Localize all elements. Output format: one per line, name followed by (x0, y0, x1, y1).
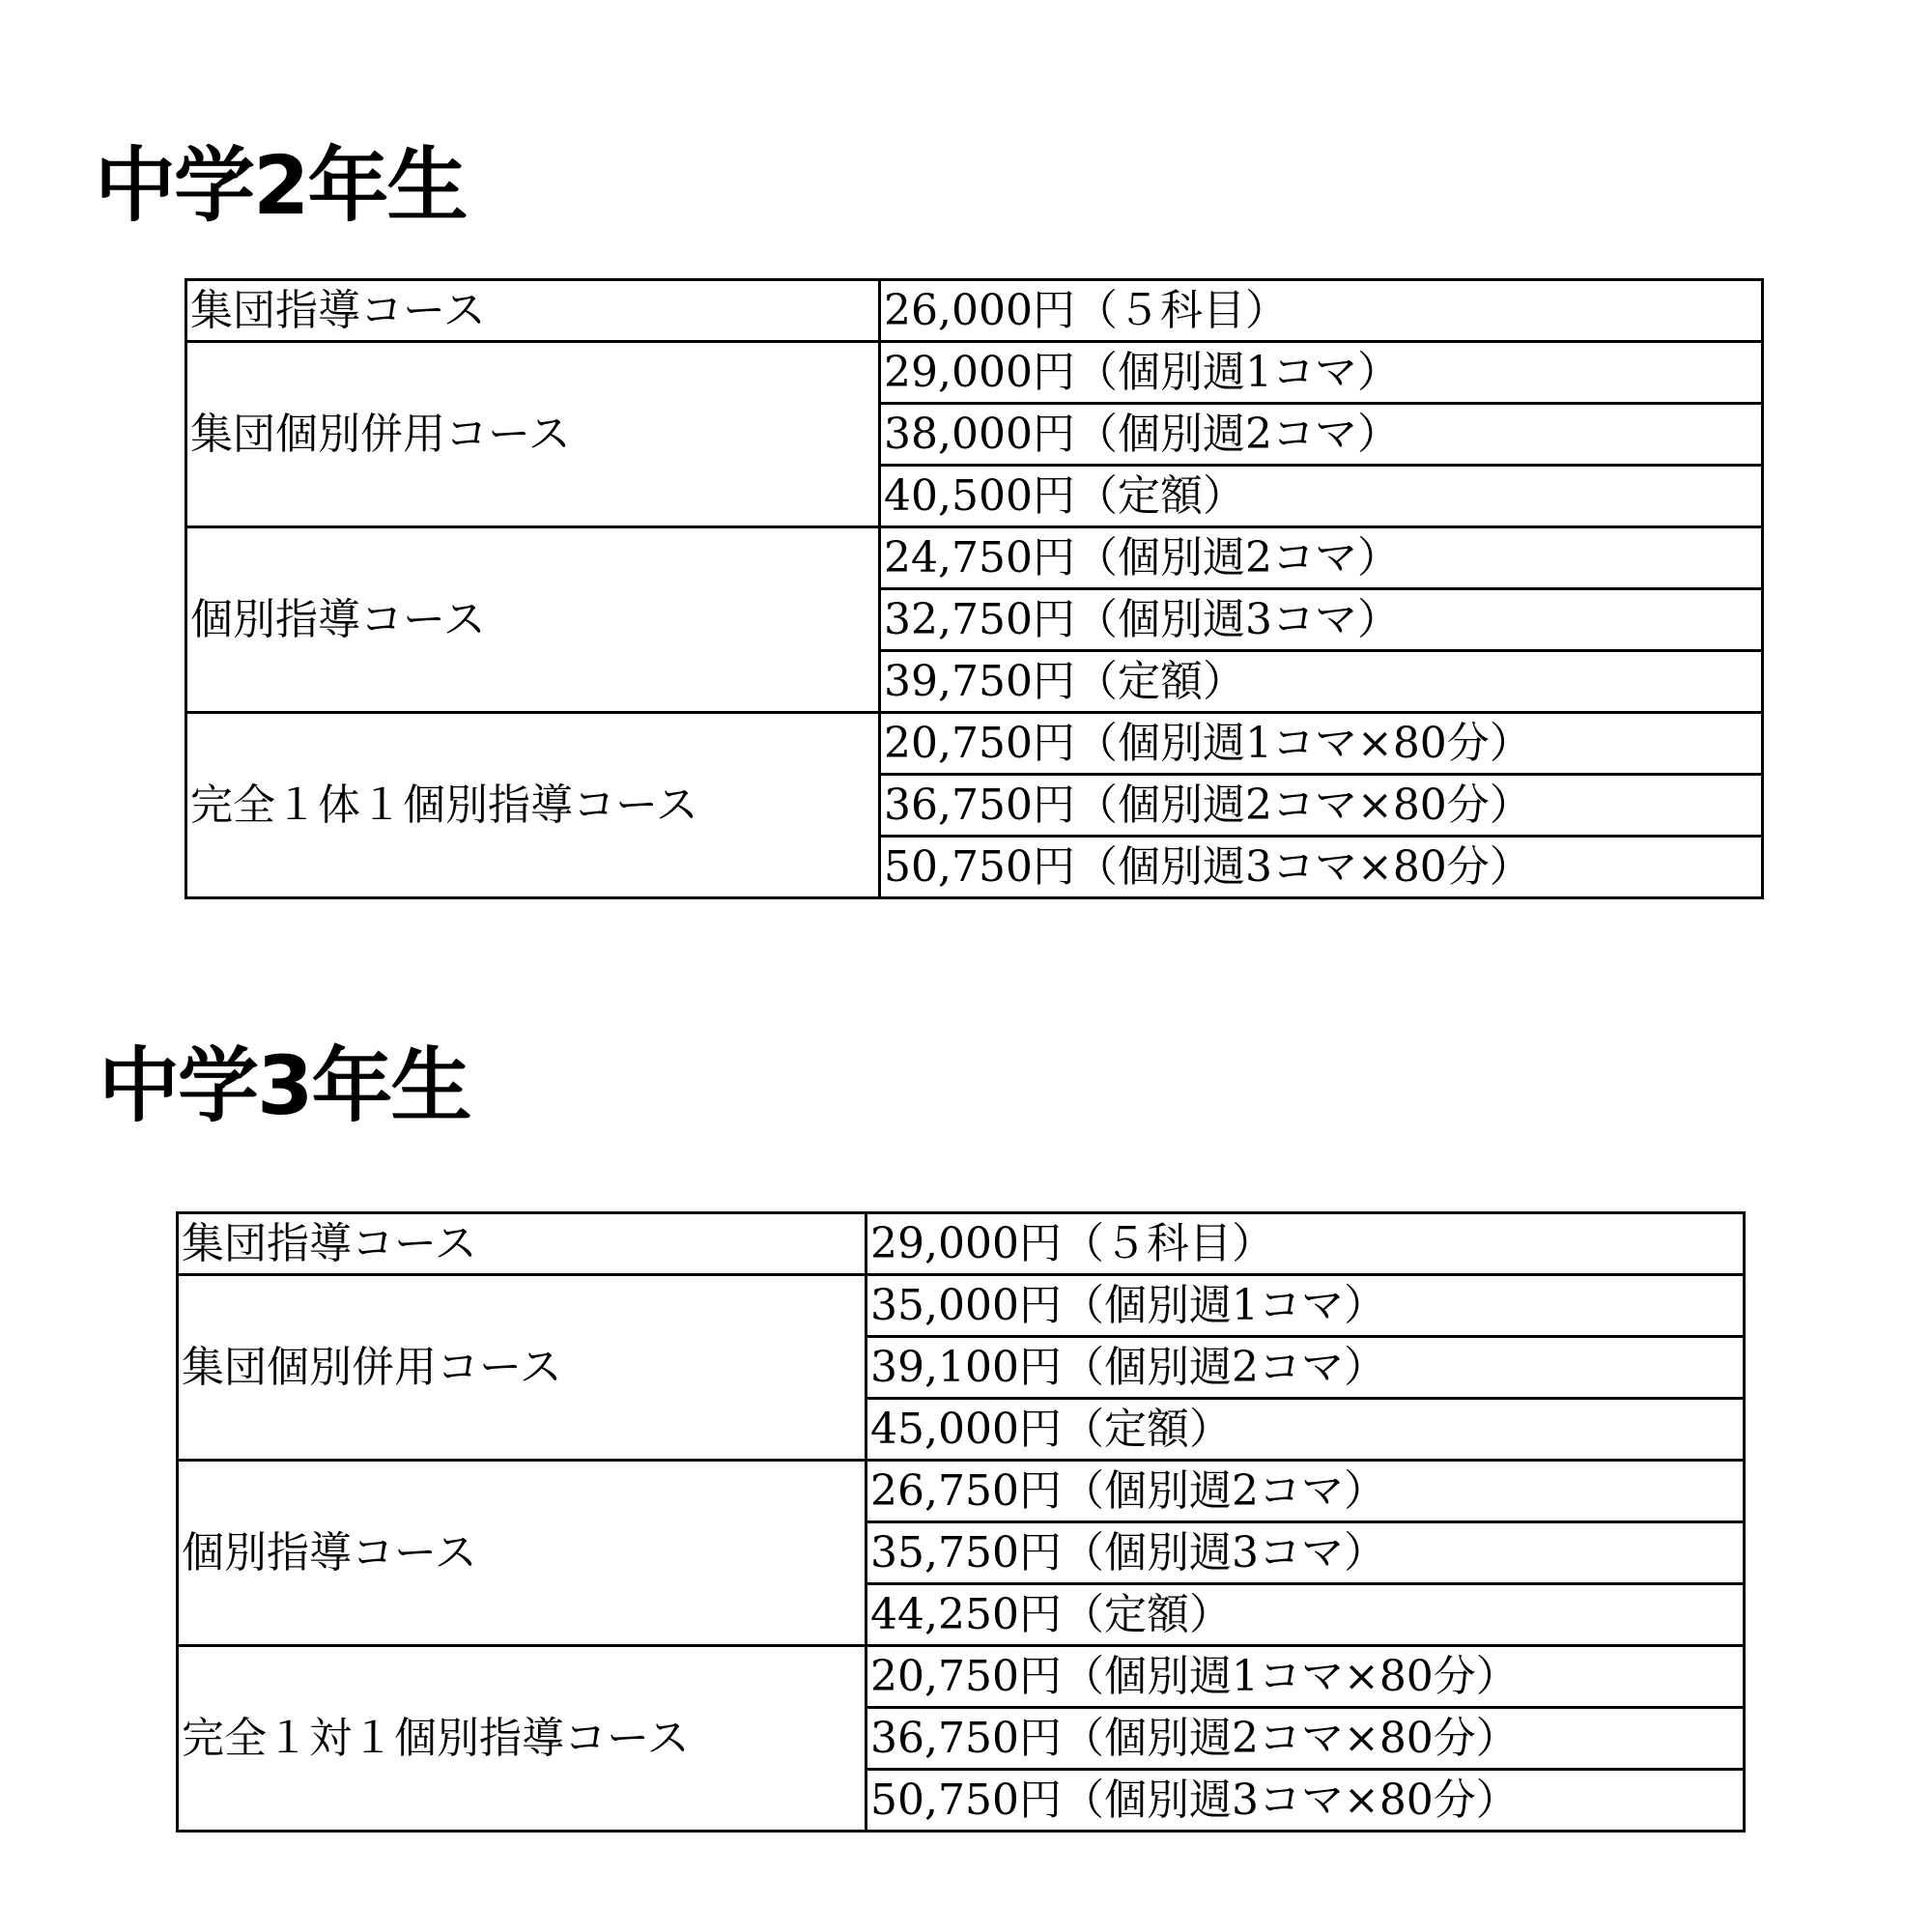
fee-cell: 32,750円（個別週3コマ） (880, 589, 1763, 651)
fee-cell: 35,750円（個別週3コマ） (867, 1522, 1745, 1584)
course-name-cell: 個別指導コース (178, 1461, 867, 1646)
fee-cell: 50,750円（個別週3コマ×80分） (867, 1770, 1745, 1832)
grade3-fee-table (176, 1211, 1746, 1833)
course-name-cell: 個別指導コース (186, 527, 880, 713)
fee-row (186, 527, 1763, 589)
fee-cell: 45,000円（定額） (867, 1399, 1745, 1461)
fee-row (186, 713, 1763, 775)
fee-row (186, 342, 1763, 404)
fee-cell: 36,750円（個別週2コマ×80分） (880, 775, 1763, 837)
course-name-cell: 完全１対１個別指導コース (178, 1646, 867, 1832)
fee-cell: 35,000円（個別週1コマ） (867, 1275, 1745, 1337)
fee-row (178, 1646, 1745, 1708)
course-name-cell: 完全１体１個別指導コース (186, 713, 880, 898)
fee-row (178, 1275, 1745, 1337)
fee-cell: 44,250円（定額） (867, 1584, 1745, 1646)
fee-cell: 24,750円（個別週2コマ） (880, 527, 1763, 589)
grade2-heading: 中学2年生 (95, 138, 467, 233)
fee-cell: 50,750円（個別週3コマ×80分） (880, 837, 1763, 898)
course-name-cell: 集団個別併用コース (186, 342, 880, 527)
fee-cell: 29,000円（５科目） (867, 1213, 1745, 1275)
fee-cell: 38,000円（個別週2コマ） (880, 404, 1763, 466)
fee-row (178, 1213, 1745, 1275)
fee-row (186, 280, 1763, 342)
fee-cell: 39,750円（定額） (880, 651, 1763, 713)
course-name-cell: 集団指導コース (178, 1213, 867, 1275)
fee-row (178, 1461, 1745, 1522)
fee-cell: 39,100円（個別週2コマ） (867, 1337, 1745, 1399)
grade3-heading: 中学3年生 (99, 1038, 470, 1133)
fee-cell: 26,750円（個別週2コマ） (867, 1461, 1745, 1522)
course-name-cell: 集団個別併用コース (178, 1275, 867, 1461)
fee-cell: 20,750円（個別週1コマ×80分） (867, 1646, 1745, 1708)
fee-cell: 29,000円（個別週1コマ） (880, 342, 1763, 404)
course-name-cell: 集団指導コース (186, 280, 880, 342)
fee-cell: 26,000円（５科目） (880, 280, 1763, 342)
grade2-fee-table (185, 278, 1764, 899)
fee-cell: 36,750円（個別週2コマ×80分） (867, 1708, 1745, 1770)
fee-cell: 40,500円（定額） (880, 466, 1763, 527)
fee-cell: 20,750円（個別週1コマ×80分） (880, 713, 1763, 775)
